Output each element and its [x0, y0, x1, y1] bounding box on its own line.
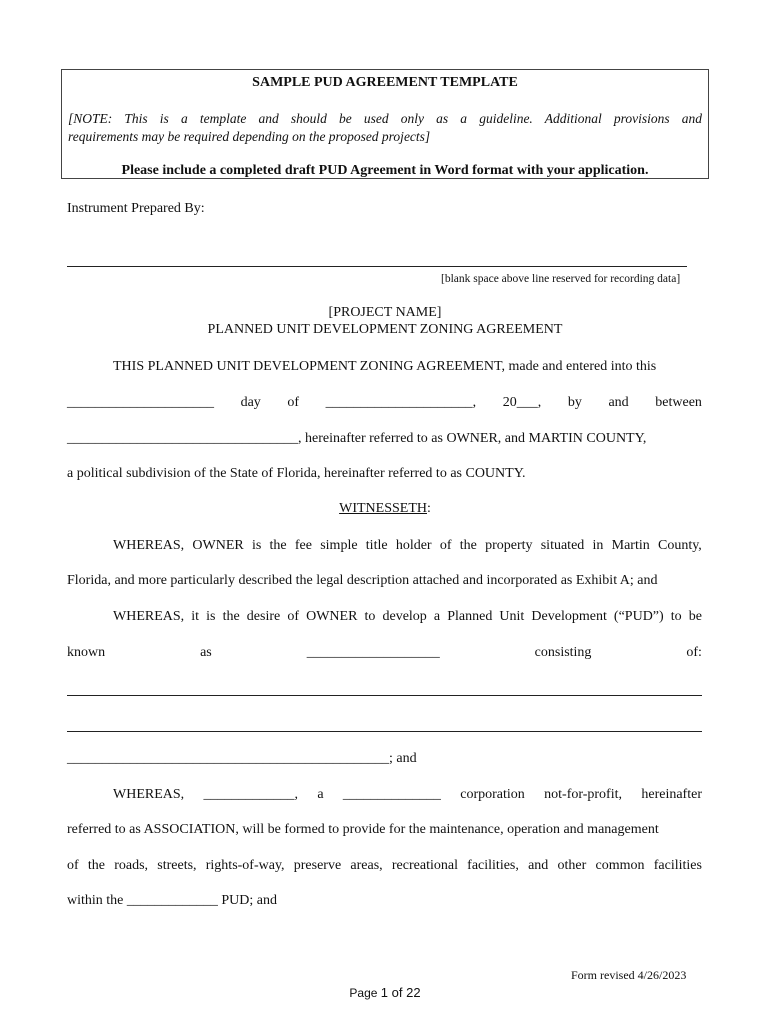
blank-fill: ______________________________________________ [67, 751, 389, 766]
word: (“PUD”) [613, 609, 664, 624]
word: title [365, 538, 388, 553]
word: to [364, 609, 376, 624]
word: WHEREAS, [113, 609, 185, 624]
page-prefix: Page [349, 986, 381, 1000]
word: streets, [157, 858, 197, 873]
template-note-line: [NOTE: This is a template and should be used only as a guideline. Additional provisions and [68, 111, 702, 126]
page-mid: of [388, 985, 407, 1000]
witnesseth-colon: : [427, 501, 431, 516]
word: of [439, 538, 452, 553]
word: the [459, 538, 477, 553]
word: facilities, [467, 858, 519, 873]
word: in [592, 538, 604, 553]
paragraph-line-justified [67, 858, 702, 874]
word: Unit [499, 609, 525, 624]
word: of [287, 395, 300, 410]
word: corporation [460, 787, 525, 802]
prepared-by-label: Instrument Prepared By: [67, 201, 205, 216]
template-title: SAMPLE PUD AGREEMENT TEMPLATE [252, 75, 518, 90]
paragraph-line: referred to as ASSOCIATION, will be formed to provide for the maintenance, operation and management [67, 822, 659, 837]
template-note [68, 110, 702, 146]
word: facilities [653, 858, 702, 873]
word: of [287, 609, 299, 624]
word: a [317, 787, 324, 802]
word: consisting [534, 645, 592, 660]
word: as [200, 645, 212, 660]
word: Martin [611, 538, 650, 553]
recording-note: [blank space above line reserved for recording data] [441, 273, 681, 285]
word: hereinafter [641, 787, 702, 802]
template-note-line: requirements may be required depending on the proposed projects] [68, 129, 431, 144]
paragraph-line [67, 751, 417, 767]
word: by [567, 395, 582, 410]
word: situated [540, 538, 585, 553]
word: _____________, [203, 787, 299, 802]
word: desire [246, 609, 281, 624]
paragraph-line: Florida, and more particularly described the legal description attached and incorporated as Exhibit A; and [67, 573, 658, 588]
word: and [528, 858, 549, 873]
word: simple [320, 538, 358, 553]
word: rights-of-way, [205, 858, 285, 873]
template-note-box [61, 69, 709, 179]
word: the [222, 609, 240, 624]
page-current: 1 [380, 985, 389, 1000]
agreement-title: PLANNED UNIT DEVELOPMENT ZONING AGREEMENT [207, 322, 563, 337]
paragraph-line-justified [67, 395, 702, 411]
word: ______________ [342, 787, 441, 802]
line-tail: ; and [389, 751, 417, 766]
word: common [595, 858, 645, 873]
word: to [670, 609, 682, 624]
word: the [87, 858, 105, 873]
word: preserve [293, 858, 342, 873]
form-revised-date: Form revised 4/26/2023 [571, 968, 687, 982]
word: 20___, [502, 395, 542, 410]
paragraph-line-justified [67, 645, 702, 661]
paragraph-line-justified [113, 538, 702, 554]
word: it [191, 609, 200, 624]
word: County, [657, 538, 702, 553]
word: of: [686, 645, 702, 660]
word: roads, [114, 858, 149, 873]
word: WHEREAS, [113, 538, 185, 553]
word: and [608, 395, 629, 410]
word: property [485, 538, 533, 553]
word: known [67, 645, 106, 660]
witnesseth-word: WITNESSETH [339, 501, 427, 516]
paragraph-line: a political subdivision of the State of Florida, hereinafter referred to as COUNTY. [67, 466, 526, 481]
blank-line [67, 731, 702, 732]
word: OWNER [306, 609, 358, 624]
word: recreational [391, 858, 458, 873]
word: not-for-profit, [544, 787, 623, 802]
submission-instruction: Please include a completed draft PUD Agreement in Word format with your application. [121, 163, 649, 178]
word: other [557, 858, 587, 873]
word: day [240, 395, 261, 410]
recording-line [67, 266, 687, 267]
paragraph-line: within the _____________ PUD; and [67, 893, 277, 908]
word: of [67, 858, 79, 873]
paragraph-line-justified [113, 787, 702, 803]
blank-line [67, 695, 702, 696]
word: WHEREAS, [113, 787, 185, 802]
paragraph-line-justified [113, 609, 702, 625]
word: is [251, 538, 262, 553]
word: fee [294, 538, 312, 553]
word: holder [395, 538, 432, 553]
word: Planned [447, 609, 493, 624]
word: OWNER [192, 538, 244, 553]
project-name: [PROJECT NAME] [328, 305, 442, 320]
paragraph-line: THIS PLANNED UNIT DEVELOPMENT ZONING AGREEMENT, made and entered into this [113, 359, 657, 374]
word: _____________________ [67, 395, 214, 410]
paragraph-line: _________________________________, hereinafter referred to as OWNER, and MARTIN COUNTY, [67, 431, 647, 446]
word: develop [382, 609, 427, 624]
page-number [0, 985, 770, 1000]
word: is [206, 609, 216, 624]
witnesseth-heading [0, 501, 770, 517]
word: between [655, 395, 702, 410]
page-total: 22 [406, 985, 421, 1000]
word: the [269, 538, 287, 553]
word: a [433, 609, 441, 624]
word: _____________________, [325, 395, 477, 410]
word: Development [531, 609, 607, 624]
word: areas, [350, 858, 383, 873]
word: ___________________ [306, 645, 440, 660]
word: be [688, 609, 702, 624]
